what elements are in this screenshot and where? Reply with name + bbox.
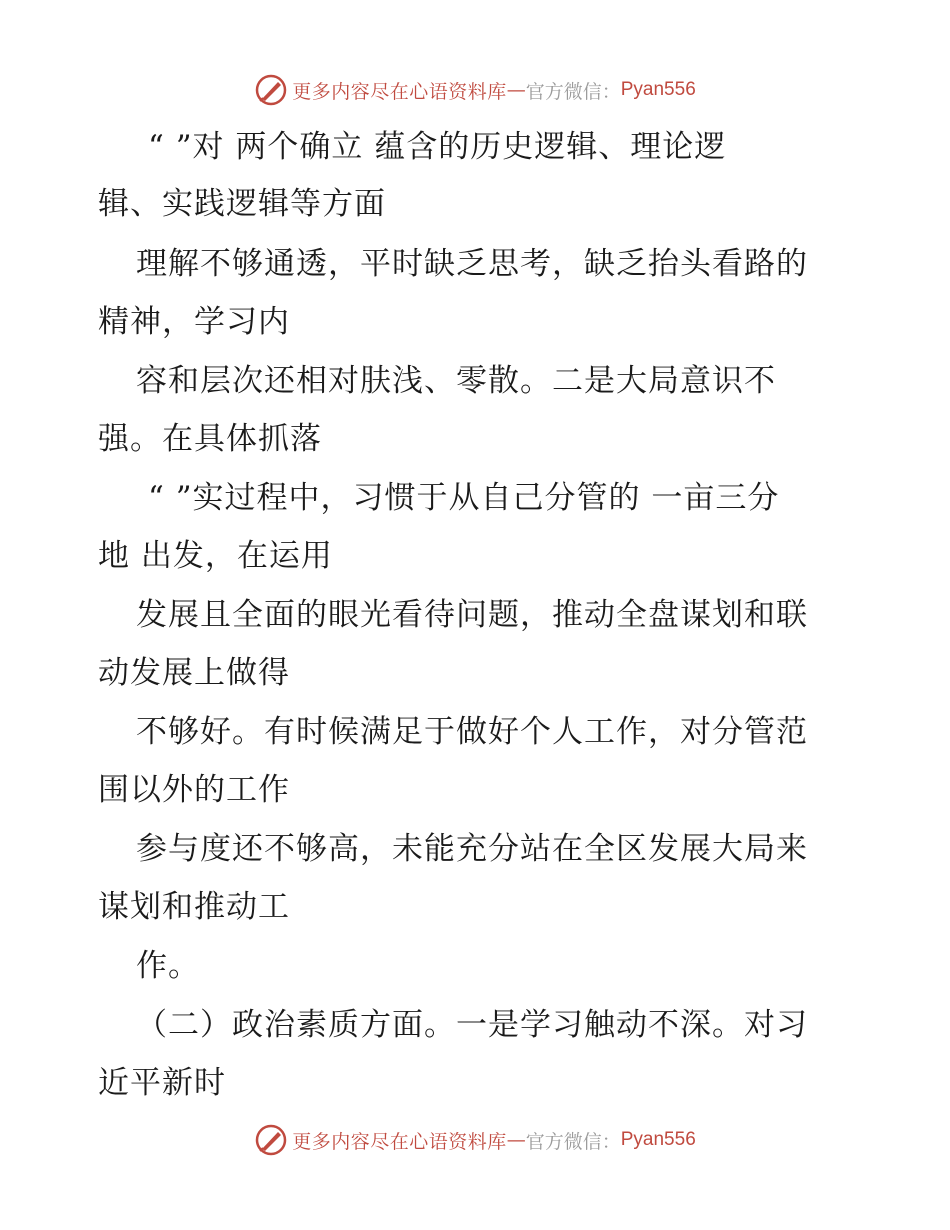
pen-logo-icon	[254, 1123, 288, 1157]
paragraph-line: 发展且全面的眼光看待问题，推动全盘谋划和联	[136, 597, 808, 633]
watermark-brand: 更多内容尽在心语资料库	[292, 80, 507, 103]
paragraph-line: 强。在具体抓落	[98, 421, 322, 457]
paragraph-line: 围以外的工作	[98, 772, 290, 808]
paragraph-line: 地 出发，在运用	[98, 538, 333, 574]
paragraph-line: “ ”对 两个确立 蕴含的历史逻辑、理论逻	[148, 129, 727, 165]
paragraph-line: 容和层次还相对肤浅、零散。二是大局意识不	[136, 363, 776, 399]
watermark-brand: 更多内容尽在心语资料库	[292, 1130, 507, 1153]
paragraph-line: 动发展上做得	[98, 655, 290, 691]
watermark-separator: —	[506, 1129, 526, 1151]
paragraph-line: 不够好。有时候满足于做好个人工作，对分管范	[136, 714, 808, 750]
paragraph-line: 近平新时	[98, 1065, 226, 1101]
paragraph-line: （二）政治素质方面。一是学习触动不深。对习	[136, 1007, 808, 1043]
paragraph-line: 理解不够通透，平时缺乏思考，缺乏抬头看路的	[136, 246, 808, 282]
watermark-account: Pyan556	[620, 1129, 696, 1150]
paragraph-line: 精神，学习内	[98, 304, 290, 340]
watermark-official-label: 官方微信：	[525, 1130, 621, 1153]
paragraph-line: “ ”实过程中，习惯于从自己分管的 一亩三分	[148, 480, 780, 516]
watermark-account: Pyan556	[620, 79, 696, 100]
paragraph-line: 参与度还不够高，未能充分站在全区发展大局来	[136, 831, 808, 867]
watermark-separator: —	[506, 79, 526, 101]
watermark-official-label: 官方微信：	[525, 80, 621, 103]
paragraph-line: 谋划和推动工	[98, 889, 290, 925]
paragraph-line: 辑、实践逻辑等方面	[98, 186, 386, 222]
paragraph-line: 作。	[136, 948, 200, 984]
footer-watermark	[0, 1120, 950, 1160]
